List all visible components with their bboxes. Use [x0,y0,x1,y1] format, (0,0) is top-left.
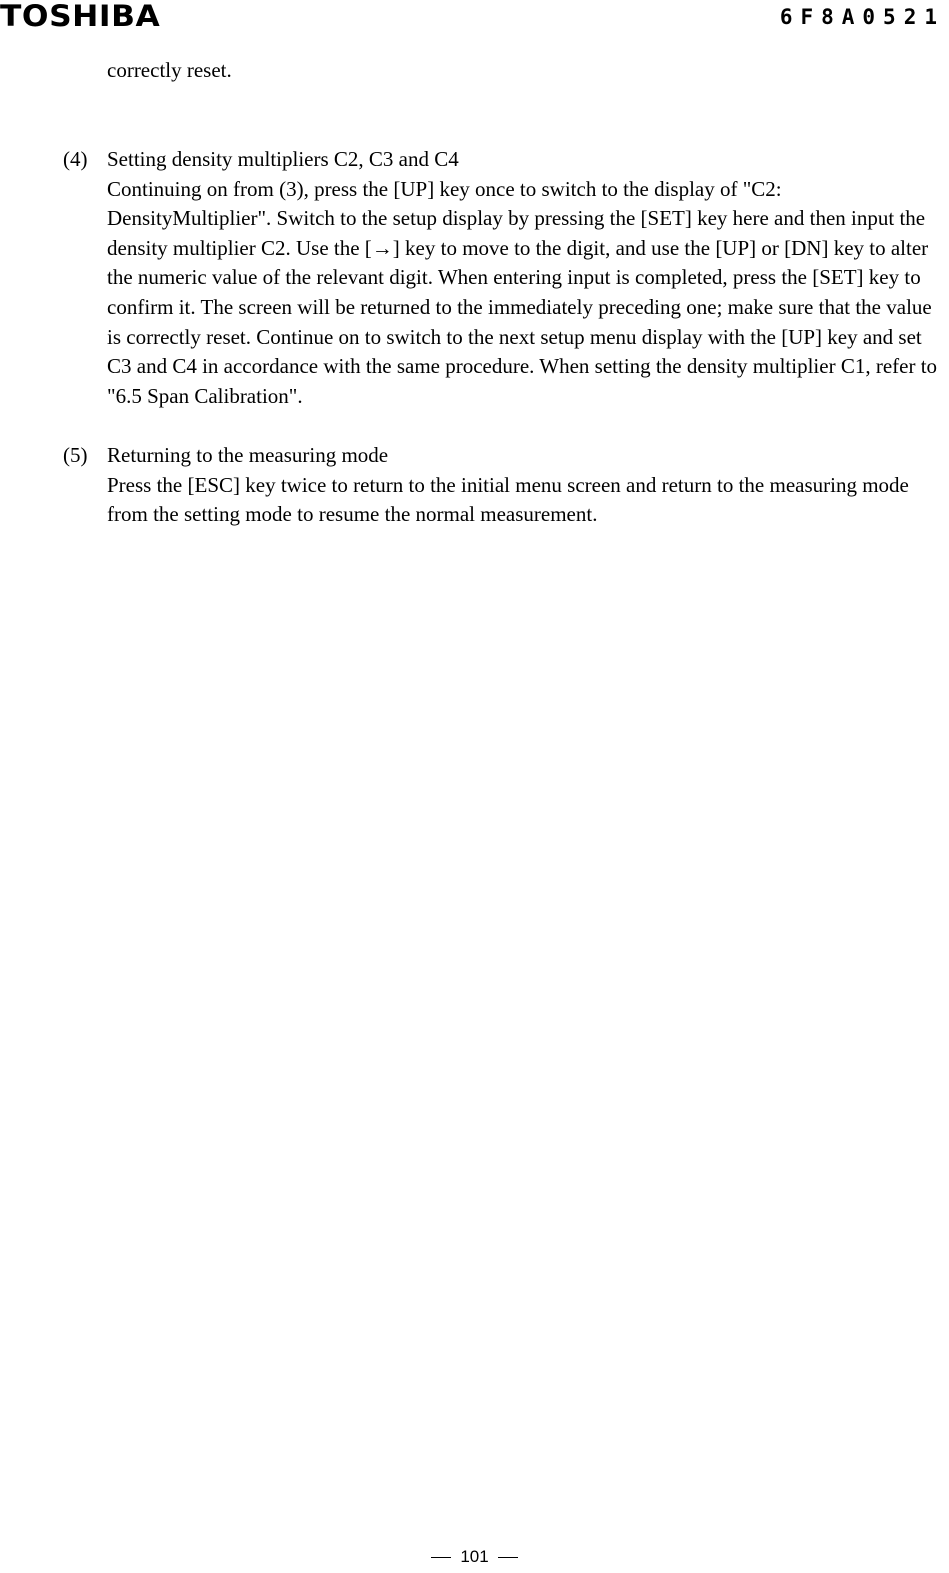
item-heading: Returning to the measuring mode [107,443,389,467]
item-text: Press the [ESC] key twice to return to the initial menu screen and return to the measuring mode from the setting mode to resume the normal measurement. [107,472,909,527]
toshiba-logo: TOSHIBA [0,0,161,33]
item-body [107,145,949,411]
page-footer [0,1546,949,1568]
list-item [63,441,949,530]
item-body [107,441,949,530]
document-number: 6F8A0521 [779,5,945,29]
page-number: 101 [460,1547,489,1566]
item-number: (5) [63,443,88,467]
item-number: (4) [63,147,88,171]
footer-dash [498,1557,518,1558]
list-item [63,145,949,411]
item-text: Continuing on from (3), press the [UP] key once to switch to the display of "C2: DensityMultiplier". Switch to the setup display by pressing the [SET] key here and then input the density multiplier C2. Use the [→] key to move to the digit, and use the [UP] or [DN] key to alter the numeric value of the relevant digit. When entering input is completed, press the [SET] key to confirm it. The screen will be returned to the immediately preceding one; make sure that the value is correctly reset. Continue on to switch to the next setup menu display with the [UP] key and set C3 and C4 in accordance with the same procedure. When setting the density multiplier C1, refer to "6.5 Span Calibration". [107,176,938,408]
item-heading: Setting density multipliers C2, C3 and C4 [107,147,459,171]
footer-dash [431,1557,451,1558]
continuation-text: correctly reset. [107,58,232,82]
